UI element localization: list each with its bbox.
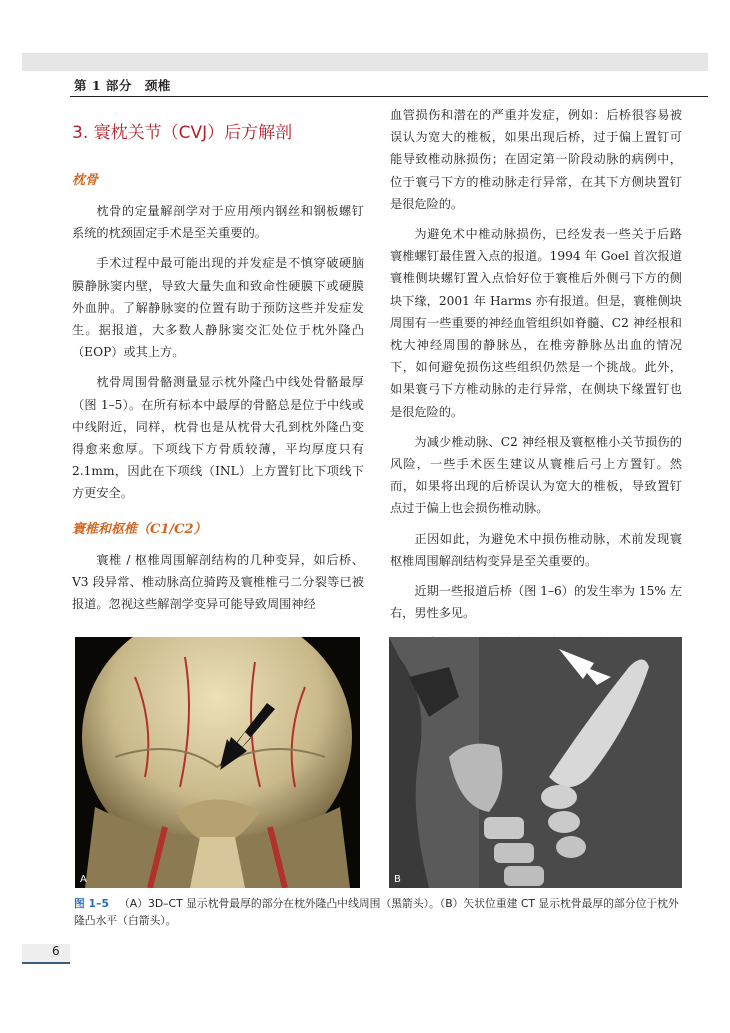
paragraph: 为避免术中椎动脉损伤，已经发表一些关于后路寰椎螺钉最佳置入点的报道。1994 年 Goel 首次报道寰椎侧块螺钉置入点恰好位于寰椎后外侧弓下方的侧块下缘，2001 年 Harms 亦有报道。但是，寰椎侧块周围有一些重要的神经血管组织如脊髓、C2 神经根和枕大神经周围的静脉丛，在椎旁静脉丛出血的情况下，如何避免损伤这些组织仍然是一个挑战。此外，如果寰弓下方椎动脉的走行异常，在侧块下缘置钉也是很危险的。 [390,227,682,419]
left-column [72,104,364,623]
running-header: 第 1 部分 颈椎 [74,78,171,93]
figure-b-sagittal-ct [389,637,682,888]
skull-3d-image [75,637,360,888]
subhead-atlas-axis: 寰椎和枢椎（C1/C2） [72,521,207,537]
page-number: 6 [52,944,60,958]
figure-a-letter: A [80,874,87,885]
paragraph: 枕骨周围骨骼测量显示枕外隆凸中线处骨骼最厚（图 1–5）。在所有标本中最厚的骨骼总是位于中线或中线附近，同样，枕骨也是从枕骨大孔到枕外隆凸变得愈来愈厚。下项线下方骨质较薄，平均厚度只有 2.1mm，因此在下项线（INL）上方置钉比下项线下方更安全。 [72,375,364,501]
paragraph: 枕骨的定量解剖学对于应用颅内钢丝和钢板螺钉系统的枕颈固定手术是至关重要的。 [72,204,364,241]
paragraph: 手术过程中最可能出现的并发症是不慎穿破硬脑膜静脉窦内壁，导致大量失血和致命性硬膜下或硬膜外血肿。了解静脉窦的位置有助于预防这些并发症发生。据报道，大多数人静脉窦交汇处位于枕外隆凸（EOP）或其上方。 [72,256,364,360]
paragraph: 血管损伤和潜在的严重并发症，例如：后桥很容易被误认为宽大的椎板，如果出现后桥，过于偏上置钉可能导致椎动脉损伤；在固定第一阶段动脉的病例中，位于寰弓下方的椎动脉走行异常，在其下方侧块置钉是很危险的。 [390,108,682,211]
sagittal-ct-image [389,637,682,888]
figure-a-3d-ct [75,637,360,888]
paragraph: 正因如此，为避免术中损伤椎动脉，术前发现寰枢椎周围解剖结构变异是至关重要的。 [390,531,682,568]
paragraph: 寰椎 / 枢椎周围解剖结构的几种变异，如后桥、V3 段异常、椎动脉高位骑跨及寰椎椎弓二分裂等已被报道。忽视这些解剖学变异可能导致周围神经 [72,552,364,612]
right-column [390,104,682,663]
paragraph: 为减少椎动脉、C2 神经根及寰枢椎小关节损伤的风险，一些手术医生建议从寰椎后弓上方置钉。然而，如果将出现的后桥误认为宽大的椎板，导致置钉点过于偏上也会损伤椎动脉。 [390,434,682,516]
header-rule [70,96,708,97]
figure-b-letter: B [394,874,401,885]
figure-label: 图 1–5 [74,897,109,910]
subhead-occipital: 枕骨 [72,173,99,188]
paragraph: 近期一些报道后桥（图 1–6）的发生率为 15% 左右，男性多见。 [390,584,682,621]
header-band [22,53,708,71]
page-number-box [22,944,70,962]
page-number-rule [22,962,70,964]
section-title: 3. 寰枕关节（CVJ）后方解剖 [72,123,293,143]
caption-text: （A）3D–CT 显示枕骨最厚的部分在枕外隆凸中线周围（黑箭头）。（B）矢状位重建 CT 显示枕骨最厚的部分位于枕外隆凸水平（白箭头）。 [74,897,679,927]
figure-caption [74,895,689,929]
